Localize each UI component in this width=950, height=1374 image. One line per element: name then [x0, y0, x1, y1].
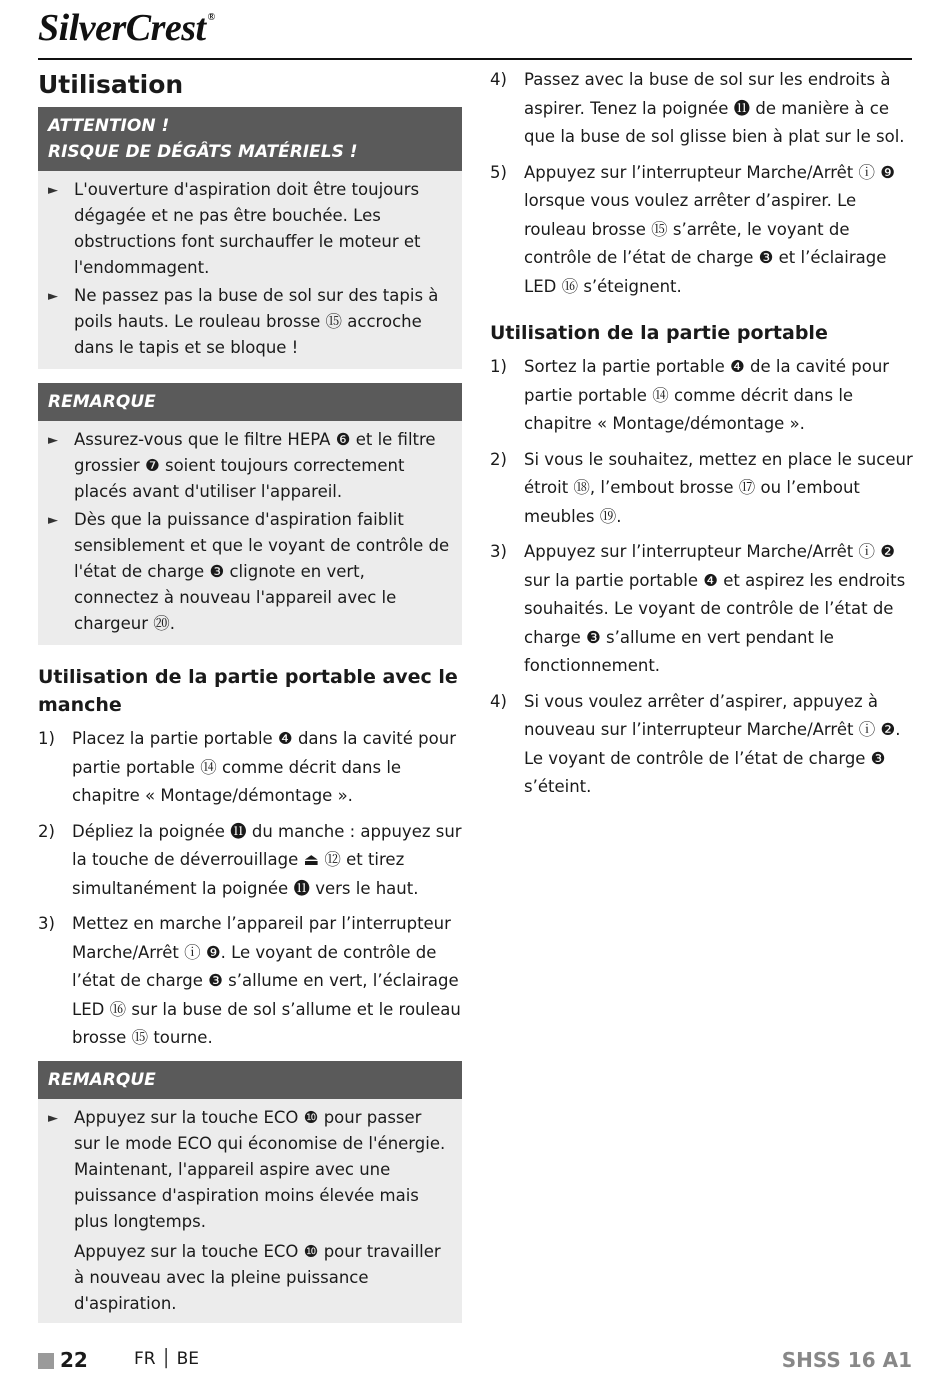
bullet-arrow-icon: ►	[48, 183, 58, 198]
page-footer	[38, 1348, 912, 1374]
list-item: 4) Passez avec la buse de sol sur les endroits à aspirer. Tenez la poignée ⓫ de manière à ce que la buse de sol glisse bien à plat sur le sol.	[490, 70, 905, 146]
list-item: ► Dès que la puissance d'aspiration faiblit sensiblement et que le voyant de contrôle de l'état de charge ❸ clignote en vert, connectez à nouveau l'appareil avec le chargeur ⑳.	[48, 507, 452, 637]
model-number: SHSS 16 A1	[781, 1348, 912, 1372]
list-item: 4) Si vous voulez arrêter d’aspirer, appuyez à nouveau sur l’interrupteur Marche/Arrêt ⓘ ❷. Le voyant de contrôle de l’état de charge ❸ s’éteint.	[490, 691, 901, 796]
note-paragraph: Appuyez sur la touche ECO ❿ pour travailler à nouveau avec la pleine puissance d'aspiration.	[74, 1241, 441, 1313]
page-number: 22	[60, 1348, 88, 1372]
brand-logo: SilverCrest ®	[38, 7, 215, 49]
list-item: ► Ne passez pas la buse de sol sur des tapis à poils hauts. Le rouleau brosse ⑮ accroche dans le tapis et se bloque !	[48, 283, 452, 361]
remarque-heading: REMARQUE	[38, 383, 462, 421]
bullet-arrow-icon: ►	[48, 1110, 58, 1126]
list-item: ► L'ouverture d'aspiration doit être toujours dégagée et ne pas être bouchée. Les obstructions font surchauffer le moteur et l'endommagent.	[48, 177, 452, 281]
remarque-box	[38, 383, 462, 645]
list-item: 2) Dépliez la poignée ⓫ du manche : appuyez sur la touche de déverrouillage ⏏ ⑫ et tirez simultanément la poignée ⓫ vers le haut.	[38, 821, 462, 898]
attention-heading: ATTENTION ! RISQUE DE DÉGÂTS MATÉRIELS !	[38, 107, 462, 171]
remarque-heading: REMARQUE	[38, 1061, 462, 1099]
left-column	[38, 60, 462, 1337]
section-heading: Utilisation de la partie portable	[490, 322, 828, 344]
section-heading: Utilisation de la partie portable avec le manche	[38, 666, 458, 716]
step-list	[490, 66, 914, 301]
list-item: ► Appuyez sur la touche ECO ❿ pour passer sur le mode ECO qui économise de l'énergie. Maintenant, l'appareil aspire avec une puissance d'aspiration moins élevée mais plus longtemps.	[48, 1105, 452, 1235]
list-item: ► Assurez-vous que le filtre HEPA ❻ et le filtre grossier ❼ soient toujours correctement placés avant d'utiliser l'appareil.	[48, 427, 452, 505]
bullet-arrow-icon: ►	[48, 433, 58, 448]
list-item: 3) Mettez en marche l’appareil par l’interrupteur Marche/Arrêt ⓘ ❾. Le voyant de contrôle de l’état de charge ❸ s’allume en vert, l’éclairage LED ⑯ sur la buse de sol s’allume et le rouleau brosse ⑮ tourne.	[38, 914, 461, 1047]
bullet-arrow-icon: ►	[48, 513, 58, 528]
attention-box	[38, 107, 462, 369]
list-item: 3) Appuyez sur l’interrupteur Marche/Arrêt ⓘ ❷ sur la partie portable ❹ et aspirez les endroits souhaités. Le voyant de contrôle de l’état de charge ❸ s’allume en vert pendant le fonctionnement.	[490, 542, 906, 675]
page-title: Utilisation	[38, 70, 184, 99]
list-item: 2) Si vous le souhaitez, mettez en place le suceur étroit ⑱, l’embout brosse ⑰ ou l’embout meubles ⑲.	[490, 449, 913, 526]
list-item: 1) Sortez la partie portable ❹ de la cavité pour partie portable ⑭ comme décrit dans le chapitre « Montage/démontage ».	[490, 357, 890, 433]
page-marker-icon	[38, 1353, 54, 1369]
language-code: FR │ BE	[134, 1349, 200, 1369]
list-item: 5) Appuyez sur l’interrupteur Marche/Arrêt ⓘ ❾ lorsque vous voulez arrêter d’aspirer. Le rouleau brosse ⑮ s’arrête, le voyant de contrôle de l’état de charge ❸ et l’éclairage LED ⑯ s’éteignent.	[490, 162, 896, 296]
step-list	[490, 353, 914, 802]
step-list	[38, 725, 462, 1053]
right-column	[490, 66, 914, 809]
remarque-box-eco	[38, 1061, 462, 1323]
list-item: 1) Placez la partie portable ❹ dans la cavité pour partie portable ⑭ comme décrit dans le chapitre « Montage/démontage ».	[38, 729, 456, 805]
bullet-arrow-icon: ►	[48, 289, 58, 304]
